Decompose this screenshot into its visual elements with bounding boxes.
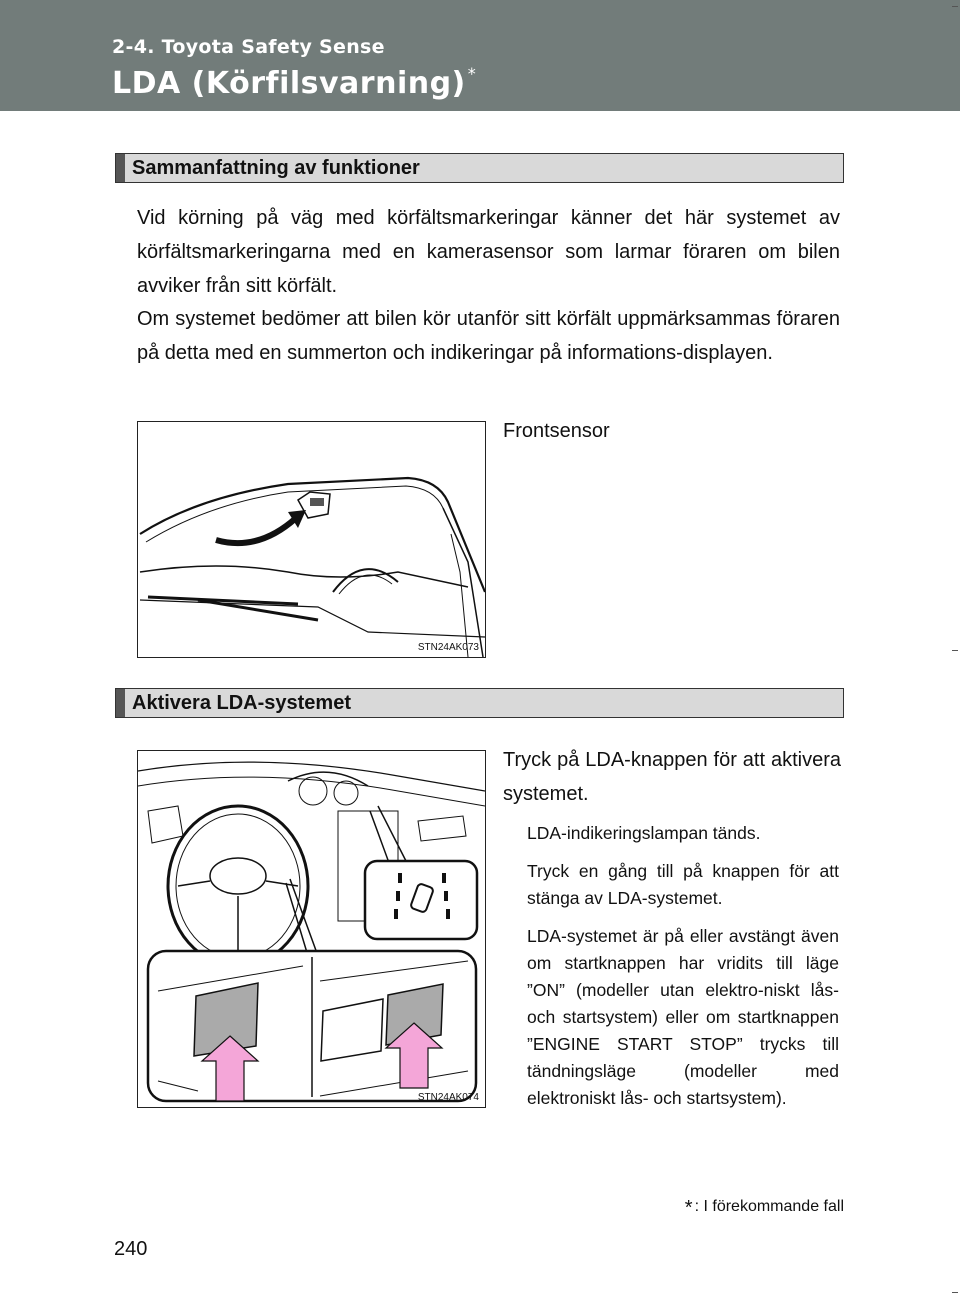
note-1: LDA-indikeringslampan tänds. — [527, 823, 761, 843]
section-label: 2-4. Toyota Safety Sense — [112, 36, 385, 58]
section-heading-activate-text: Aktivera LDA-systemet — [132, 692, 351, 714]
summary-paragraph-1: Vid körning på väg med körfältsmarkeringar känner det här systemet av körfältsmarkeringarna med en kamerasensor som larmar föraren om bilen avviker från sitt körfält. — [137, 207, 840, 297]
crop-mark — [952, 650, 958, 651]
lda-button-figure — [137, 750, 486, 1108]
title-footnote-mark: * — [467, 64, 477, 83]
section-heading-activate — [115, 688, 844, 718]
figure-caption-frontsensor: Frontsensor — [503, 420, 610, 442]
section-heading-summary — [115, 153, 844, 183]
figure-code-2: STN24AK074 — [417, 1092, 479, 1103]
note-2: Tryck en gång till på knappen för att stänga av LDA-systemet. — [527, 861, 839, 908]
figure-code-1: STN24AK073 — [417, 642, 479, 653]
heading-bar — [116, 689, 125, 717]
chapter-title-text: LDA (Körfilsvarning) — [112, 66, 466, 101]
page-number: 240 — [114, 1238, 148, 1260]
section-heading-summary-text: Sammanfattning av funktioner — [132, 157, 420, 179]
activate-intro: Tryck på LDA-knappen för att aktivera systemet. — [503, 749, 841, 805]
heading-bar — [116, 154, 125, 182]
crop-mark — [952, 6, 958, 7]
cockpit-illustration — [138, 751, 485, 1107]
crop-mark — [952, 1292, 958, 1293]
front-sensor-figure — [137, 421, 486, 658]
note-3: LDA-systemet är på eller avstängt även om startknappen har vridits till läge ”ON” (modeller utan elektro-niskt lås- och startsystem) eller om startknappen ”ENGINE START STOP” trycks till tändningsläge (modeller med elektroniskt lås- och startsystem). — [527, 926, 839, 1108]
summary-paragraph-2: Om systemet bedömer att bilen kör utanför sitt körfält uppmärksammas föraren på detta med en summerton och indikeringar på informations-displayen. — [137, 308, 840, 364]
chapter-title — [112, 64, 476, 101]
footnote-mark: * — [684, 1197, 693, 1219]
windshield-illustration — [138, 422, 485, 657]
footnote — [685, 1197, 844, 1220]
footnote-text: : I förekommande fall — [694, 1198, 844, 1215]
